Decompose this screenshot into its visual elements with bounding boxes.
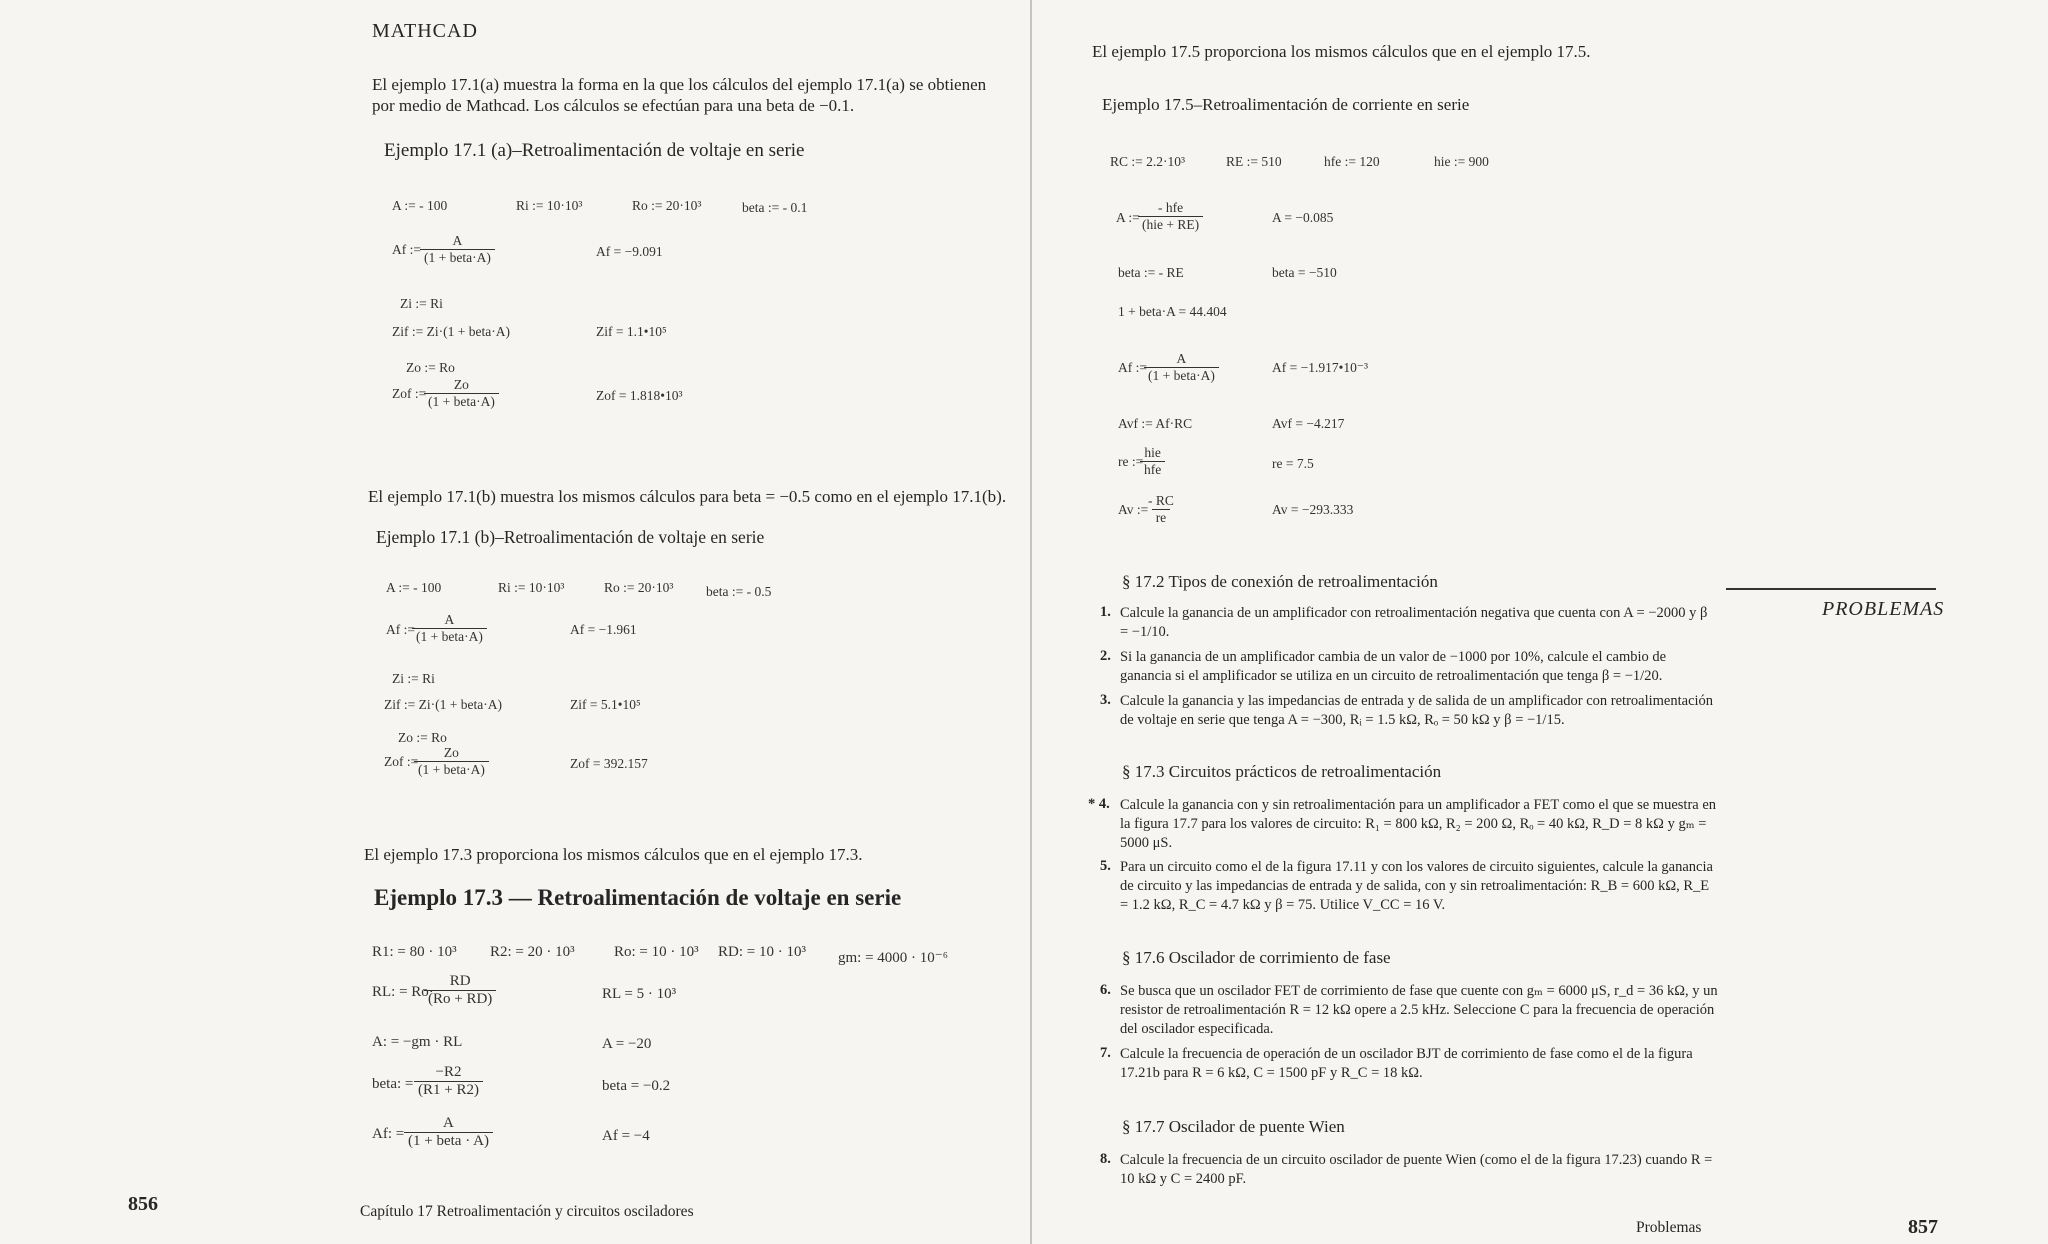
fraction-denominator: (1 + beta · A): [404, 1132, 493, 1150]
problem-text: Si la ganancia de un amplificador cambia de un valor de −1000 por 10%, calcule el cambio de ganancia si el amplificador se utiliza en un circuito de retroalimentación que tenga β = −1/20.: [1120, 649, 1667, 684]
math-result: Af = −4: [602, 1128, 650, 1144]
fraction-denominator: (1 + beta·A): [424, 393, 499, 410]
example-title: Ejemplo 17.5–Retroalimentación de corriente en serie: [1102, 95, 1470, 114]
problem-number: 8.: [1100, 1151, 1111, 1167]
math-result: Av = −293.333: [1272, 502, 1354, 517]
section-heading: § 17.7 Oscilador de puente Wien: [1122, 1117, 1345, 1136]
section-heading: § 17.6 Oscilador de corrimiento de fase: [1122, 948, 1391, 967]
problem-number: 2.: [1100, 648, 1111, 664]
math-result: Zof = 392.157: [570, 756, 648, 771]
math-def: Ro := 20·10³: [632, 198, 702, 213]
math-result: A = −20: [602, 1036, 652, 1052]
math-def: beta := - RE: [1118, 265, 1184, 280]
fraction-numerator: A: [444, 612, 455, 627]
fraction-numerator: A: [452, 233, 463, 248]
math-result: beta = −510: [1272, 265, 1337, 280]
math-def: Ro := 20·10³: [604, 580, 674, 595]
problem-text: Se busca que un oscilador FET de corrimiento de fase que cuente con gₘ = 6000 μS, r_d = 36 kΩ, y un resistor de retroalimentación R = 12 kΩ opere a 2.5 kHz. Seleccione C para la frecuencia de operación del oscilador especificada.: [1120, 983, 1718, 1037]
math-def: RE := 510: [1226, 154, 1282, 169]
problem-number: 1.: [1100, 604, 1111, 620]
math-def: Ro: = 10 · 10³: [614, 944, 699, 960]
math-lhs: Av :=: [1118, 502, 1149, 517]
math-lhs: Af :=: [1118, 360, 1147, 375]
math-lhs: Af :=: [386, 622, 415, 637]
fraction-denominator: (1 + beta·A): [420, 249, 495, 266]
math-def: hie := 900: [1434, 154, 1489, 169]
intro-paragraph-line: por medio de Mathcad. Los cálculos se efectúan para una beta de −0.1.: [372, 96, 855, 115]
problems-rule: [1726, 588, 1936, 590]
math-lhs: beta: =: [372, 1076, 414, 1092]
math-def: Avf := Af·RC: [1118, 416, 1193, 431]
problem-number: 7.: [1100, 1045, 1111, 1061]
problem-text: Calcule la ganancia de un amplificador con retroalimentación negativa que cuenta con A = −2000 y β = −1/10.: [1120, 605, 1708, 640]
fraction-numerator: −R2: [435, 1064, 462, 1080]
math-fraction: [1138, 200, 1203, 233]
math-def: A := - 100: [392, 198, 448, 213]
math-def: RC := 2.2·10³: [1110, 154, 1186, 169]
math-result: beta = −0.2: [602, 1078, 671, 1094]
fraction-numerator: - hfe: [1158, 200, 1184, 215]
problem-number: * 4.: [1088, 796, 1110, 812]
math-def: A: = −gm · RL: [372, 1034, 463, 1050]
running-header: MATHCAD: [372, 20, 478, 42]
math-def: beta := - 0.5: [706, 584, 772, 599]
math-result: Af = −1.961: [570, 622, 637, 637]
fraction-numerator: RD: [449, 973, 471, 989]
math-def: Zif := Zi·(1 + beta·A): [384, 697, 502, 712]
math-lhs: re :=: [1118, 454, 1144, 469]
fraction-numerator: Zo: [453, 377, 469, 392]
math-fraction: [424, 973, 496, 1008]
math-result: 1 + beta·A = 44.404: [1118, 304, 1227, 319]
fraction-denominator: re: [1152, 509, 1171, 526]
paragraph: El ejemplo 17.5 proporciona los mismos cálculos que en el ejemplo 17.5.: [1092, 42, 1591, 61]
section-heading: § 17.3 Circuitos prácticos de retroalimentación: [1122, 762, 1442, 781]
math-fraction: [1144, 493, 1178, 526]
math-fraction: [414, 745, 489, 778]
math-result: A = −0.085: [1272, 210, 1334, 225]
page-footer: Capítulo 17 Retroalimentación y circuitos osciladores: [360, 1203, 694, 1220]
page-number: 856: [128, 1193, 158, 1215]
problem-text: Calcule la ganancia y las impedancias de entrada y de salida de un amplificador con retroalimentación de voltaje en serie que tenga A = −300, Rᵢ = 1.5 kΩ, Rₒ = 50 kΩ y β = −1/15.: [1120, 693, 1714, 728]
fraction-numerator: Zo: [443, 745, 459, 760]
math-fraction: [420, 233, 495, 266]
problem-number: 5.: [1100, 858, 1111, 874]
problem-text: Calcule la frecuencia de un circuito oscilador de puente Wien (como el de la figura 17.23) cuando R = 10 kΩ y C = 2400 pF.: [1120, 1152, 1713, 1187]
math-result: Zif = 5.1•10⁵: [570, 697, 641, 712]
page-footer: Problemas: [1636, 1219, 1702, 1236]
math-fraction: [414, 1064, 483, 1099]
math-def: Zo := Ro: [406, 360, 455, 375]
problem-text: Calcule la frecuencia de operación de un oscilador BJT de corrimiento de fase como el de la figura 17.21b para R = 6 kΩ, C = 1500 pF y R_C = 18 kΩ.: [1120, 1046, 1693, 1081]
side-label: PROBLEMAS: [1822, 598, 1945, 620]
page-number: 857: [1908, 1216, 1938, 1238]
fraction-denominator: (R1 + R2): [414, 1081, 483, 1099]
fraction-numerator: A: [443, 1115, 454, 1131]
math-def: Ri := 10·10³: [516, 198, 583, 213]
paragraph: El ejemplo 17.3 proporciona los mismos cálculos que en el ejemplo 17.3.: [364, 845, 863, 864]
math-fraction: [1140, 445, 1165, 478]
fraction-numerator: - RC: [1148, 493, 1174, 508]
math-lhs: Zof :=: [392, 386, 427, 401]
math-def: RD: = 10 · 10³: [718, 944, 806, 960]
example-title: Ejemplo 17.1 (a)–Retroalimentación de voltaje en serie: [384, 140, 805, 161]
fraction-denominator: hfe: [1140, 461, 1165, 478]
math-result: re = 7.5: [1272, 456, 1314, 471]
intro-paragraph-line: El ejemplo 17.1(a) muestra la forma en la que los cálculos del ejemplo 17.1(a) se obtienen: [372, 75, 987, 94]
math-result: Avf = −4.217: [1272, 416, 1345, 431]
section-heading: § 17.2 Tipos de conexión de retroalimentación: [1122, 572, 1438, 591]
math-result: Af = −9.091: [596, 244, 663, 259]
fraction-denominator: (1 + beta·A): [412, 628, 487, 645]
fraction-denominator: (1 + beta·A): [414, 761, 489, 778]
math-def: Zif := Zi·(1 + beta·A): [392, 324, 510, 339]
math-fraction: [412, 612, 487, 645]
math-def: Ri := 10·10³: [498, 580, 565, 595]
math-def: R1: = 80 · 10³: [372, 944, 457, 960]
fraction-numerator: hie: [1144, 445, 1161, 460]
book-gutter: [1030, 0, 1032, 1244]
problem-number: 6.: [1100, 982, 1111, 998]
math-lhs: A :=: [1116, 210, 1140, 225]
example-title: Ejemplo 17.3 — Retroalimentación de voltaje en serie: [374, 885, 902, 910]
example-title: Ejemplo 17.1 (b)–Retroalimentación de voltaje en serie: [376, 527, 765, 547]
fraction-denominator: (Ro + RD): [424, 990, 496, 1008]
math-def: Zi := Ri: [392, 671, 435, 686]
math-result: Af = −1.917•10⁻³: [1272, 360, 1368, 375]
math-def: beta := - 0.1: [742, 200, 808, 215]
fraction-denominator: (hie + RE): [1138, 216, 1203, 233]
math-lhs: Af :=: [392, 242, 421, 257]
math-lhs: RL: = Ro·: [372, 984, 434, 1000]
math-def: hfe := 120: [1324, 154, 1380, 169]
math-def: R2: = 20 · 10³: [490, 944, 575, 960]
problem-number: 3.: [1100, 692, 1111, 708]
math-def: Zi := Ri: [400, 296, 443, 311]
math-lhs: Zof :=: [384, 754, 419, 769]
math-lhs: Af: =: [372, 1126, 405, 1142]
problem-text: Calcule la ganancia con y sin retroalimentación para un amplificador a FET como el que se muestra en la figura 17.7 para los valores de circuito: R₁ = 800 kΩ, R₂ = 200 Ω, Rₒ = 40 kΩ, R_D = 8 kΩ y gₘ = 5000 μS.: [1120, 797, 1717, 851]
math-def: gm: = 4000 · 10⁻⁶: [838, 950, 948, 966]
math-result: Zof = 1.818•10³: [596, 388, 683, 403]
math-result: RL = 5 · 10³: [602, 986, 677, 1002]
fraction-numerator: A: [1176, 351, 1187, 366]
math-fraction: [1144, 351, 1219, 384]
fraction-denominator: (1 + beta·A): [1144, 367, 1219, 384]
math-fraction: [404, 1115, 493, 1150]
math-fraction: [424, 377, 499, 410]
problem-text: Para un circuito como el de la figura 17.11 y con los valores de circuito siguientes, calcule la ganancia de circuito y las impedancias de entrada y de salida, con y sin retroalimentación: R_B = 600 kΩ, R_E = 1.2 kΩ, R_C = 4.7 kΩ y β = 75. Utilice V_CC = 16 V.: [1120, 859, 1713, 913]
math-result: Zif = 1.1•10⁵: [596, 324, 667, 339]
math-def: A := - 100: [386, 580, 442, 595]
math-def: Zo := Ro: [398, 730, 447, 745]
paragraph: El ejemplo 17.1(b) muestra los mismos cálculos para beta = −0.5 como en el ejemplo 17.1(b).: [368, 487, 1007, 506]
